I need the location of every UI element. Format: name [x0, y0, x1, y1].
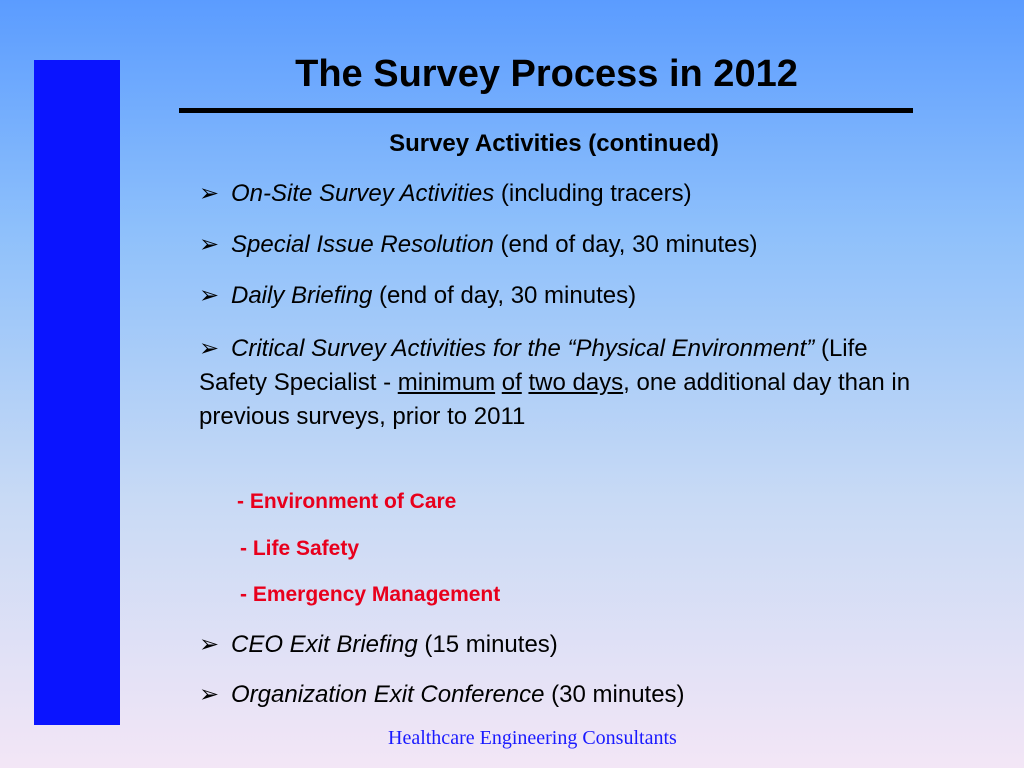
bullet-detail: (30 minutes) — [544, 681, 685, 708]
bullet-ceo-exit-briefing — [199, 629, 919, 661]
bullet-title: On-Site Survey Activities — [231, 180, 495, 207]
slide-subtitle: Survey Activities (continued) — [389, 130, 719, 157]
bullet-detail: (end of day, 30 minutes) — [372, 282, 637, 309]
bullet-special-issue — [199, 229, 919, 261]
bullet-detail-end: , one additional day than in previous surveys, prior to 2011 — [199, 369, 911, 430]
underlined-two-days: two days — [528, 369, 624, 396]
bullet-critical-activities — [199, 332, 919, 434]
footer-text: Healthcare Engineering Consultants — [388, 727, 677, 749]
subitem-life-safety: - Life Safety — [240, 537, 360, 560]
arrowhead-bullet-icon: ➢ — [199, 282, 220, 309]
bullet-title: Daily Briefing — [231, 282, 373, 309]
bullet-detail: (end of day, 30 minutes) — [493, 231, 758, 258]
underlined-minimum: minimum — [397, 369, 496, 396]
arrowhead-bullet-icon: ➢ — [199, 631, 220, 658]
arrowhead-bullet-icon: ➢ — [199, 180, 220, 207]
bullet-onsite-survey — [199, 178, 919, 210]
subitem-emergency-management: - Emergency Management — [240, 583, 501, 606]
bullet-title: Organization Exit Conference — [231, 681, 545, 708]
bullet-detail: (Life Safety Specialist - — [199, 335, 868, 396]
side-bar — [34, 60, 120, 725]
bullet-exit-conference — [199, 679, 919, 711]
title-underline — [179, 108, 913, 113]
space — [495, 369, 502, 396]
underlined-of: of — [501, 369, 522, 396]
bullet-title: Critical Survey Activities for the “Physical Environment” — [231, 335, 815, 362]
bullet-daily-briefing — [199, 280, 919, 312]
bullet-detail: (including tracers) — [494, 180, 692, 207]
arrowhead-bullet-icon: ➢ — [199, 681, 220, 708]
subitem-environment-of-care: - Environment of Care — [237, 490, 457, 513]
bullet-title: CEO Exit Briefing — [231, 631, 418, 658]
arrowhead-bullet-icon: ➢ — [199, 231, 220, 258]
bullet-title: Special Issue Resolution — [231, 231, 494, 258]
arrowhead-bullet-icon: ➢ — [199, 335, 220, 362]
slide-title: The Survey Process in 2012 — [295, 53, 798, 95]
bullet-detail: (15 minutes) — [417, 631, 558, 658]
